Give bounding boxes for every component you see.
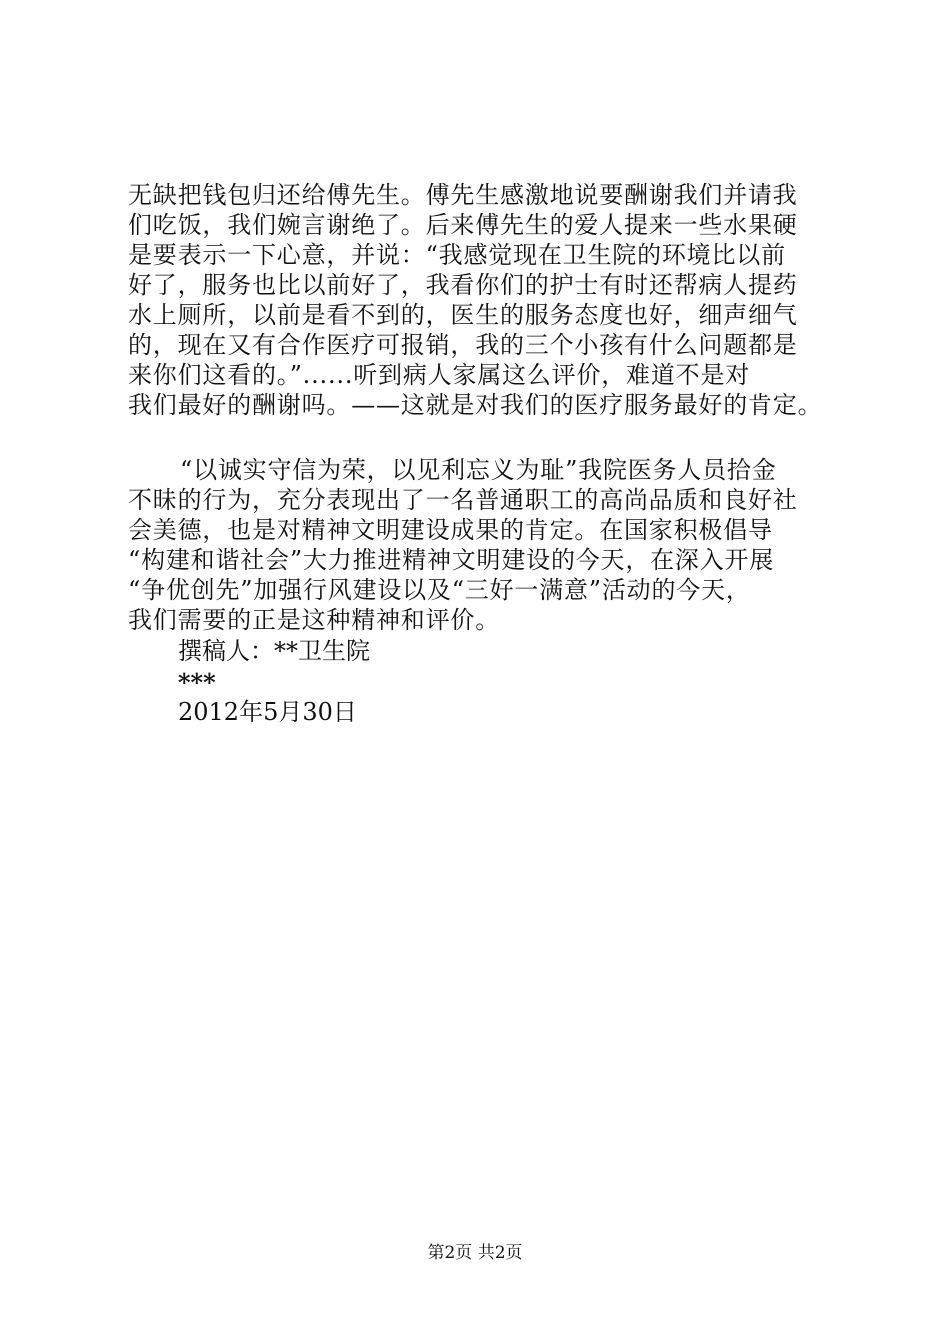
paragraph-1-line: 的，现在又有合作医疗可报销，我的三个小孩有什么问题都是 [128, 331, 798, 359]
page-footer: 第2页 共2页 [427, 1243, 523, 1263]
signature-date: 2012年5月30日 [178, 698, 357, 726]
paragraph-2-line: “构建和谐社会”大力推进精神文明建设的今天，在深入开展 [128, 546, 775, 574]
paragraph-2-line: “争优创先”加强行风建设以及“三好一满意”活动的今天， [128, 576, 751, 604]
paragraph-1-line: 无缺把钱包归还给傅先生。傅先生感激地说要酬谢我们并请我 [128, 181, 798, 209]
paragraph-1-line: 好了，服务也比以前好了，我看你们的护士有时还帮病人提药 [128, 271, 798, 299]
paragraph-2-line: 我们需要的正是这种精神和评价。 [128, 606, 500, 634]
signature-author: 撰稿人：**卫生院 [178, 637, 370, 665]
signature-stars: *** [178, 668, 216, 697]
paragraph-1-line: 来你们这看的。”......听到病人家属这么评价，难道不是对 [128, 361, 751, 389]
paragraph-1-line: 是要表示一下心意，并说：“我感觉现在卫生院的环境比以前 [128, 241, 786, 269]
paragraph-1-line: 水上厕所，以前是看不到的，医生的服务态度也好，细声细气 [128, 301, 798, 329]
paragraph-2-line: “以诚实守信为荣，以见利忘义为耻”我院医务人员拾金 [180, 456, 777, 484]
paragraph-2 [128, 455, 828, 635]
paragraph-1-line: 我们最好的酬谢吗。——这就是对我们的医疗服务最好的肯定。 [128, 391, 823, 419]
paragraph-2-line: 不昧的行为，充分表现出了一名普通职工的高尚品质和良好社 [128, 486, 798, 514]
paragraph-2-line: 会美德，也是对精神文明建设成果的肯定。在国家积极倡导 [128, 516, 773, 544]
paragraph-1 [128, 180, 828, 420]
paragraph-1-line: 们吃饭，我们婉言谢绝了。后来傅先生的爱人提来一些水果硬 [128, 211, 798, 239]
